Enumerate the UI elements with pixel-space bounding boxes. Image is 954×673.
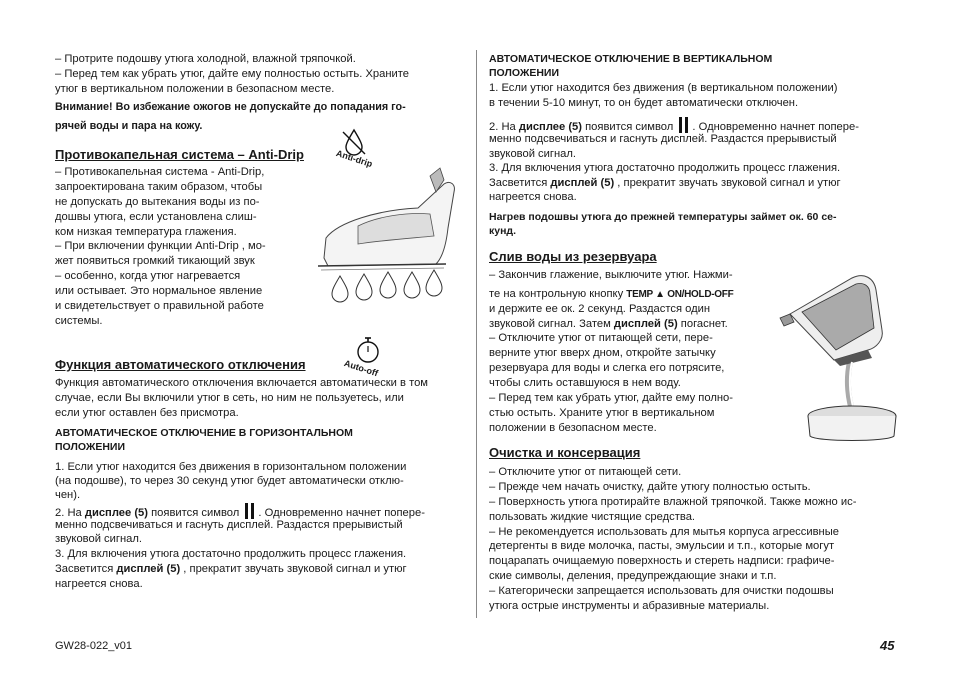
vertical-item-line: звуковой сигнал. — [489, 148, 577, 160]
model-number: GW28-022_v01 — [55, 640, 133, 652]
cleaning-line: утюга острые инструменты и абразивные материалы. — [489, 600, 770, 612]
intro-line: – Протрите подошву утюга холодной, влажной тряпочкой. — [55, 53, 356, 65]
warning-line: Внимание! Во избежание ожогов не допускайте до попадания го- — [55, 101, 406, 113]
cleaning-line: поцарапать очищаемую поверхность и стереть надписи: графиче- — [489, 555, 835, 567]
column-divider — [476, 50, 477, 618]
horizontal-item2-line: 2. На дисплее (5) появится символ . Одновременно начнет попере- — [55, 503, 425, 521]
vertical-item2-line: 2. На дисплее (5) появится символ . Одновременно начнет попере- — [489, 117, 859, 135]
temp-on-hold-off-button-label: TEMP ▲ ON/HOLD-OFF — [626, 289, 734, 300]
intro-line: утюг в вертикальном положении в безопасном месте. — [55, 83, 335, 95]
anti-drip-icon-label: Anti-drip — [334, 148, 374, 170]
vertical-item-line: 1. Если утюг находится без движения (в вертикальном положении) — [489, 82, 838, 94]
page-number: 45 — [880, 638, 895, 653]
horizontal-item3-line: Засветится дисплей (5) , прекратит звучать звуковой сигнал и утюг — [55, 563, 407, 575]
drain-line: и держите ее ок. 2 секунд. Раздастся один — [489, 303, 711, 315]
vertical-note: Нагрев подошвы утюга до прежней температуры займет ок. 60 се- — [489, 211, 837, 223]
drain-line: – Закончив глажение, выключите утюг. Нажми- — [489, 269, 733, 281]
autooff-intro-line: случае, если Вы включили утюг в сеть, но ним не пользуетесь, или — [55, 392, 404, 404]
horizontal-item-line: 1. Если утюг находится без движения в горизонтальном положении — [55, 461, 407, 473]
drain-heading: Слив воды из резервуара — [489, 249, 657, 264]
cleaning-line: ские символы, деления, предупреждающие знаки и т.п. — [489, 570, 777, 582]
cleaning-line: – Прежде чем начать очистку, дайте утюгу полностью остыть. — [489, 481, 811, 493]
drain-line: – Перед тем как убрать утюг, дайте ему полно- — [489, 392, 733, 404]
standby-symbol-icon — [679, 117, 689, 133]
horizontal-item-line: менно подсвечиваться и гаснуть дисплей. Раздастся прерывистый — [55, 519, 403, 531]
antidrip-line: жет появиться громкий тикающий звук — [55, 255, 255, 267]
cleaning-line: – Отключите утюг от питающей сети. — [489, 466, 682, 478]
drain-line: чтобы слить оставшуюся в нем воду. — [489, 377, 681, 389]
vertical-item-line: в течении 5-10 минут, то он будет автоматически отключен. — [489, 97, 799, 109]
horizontal-subheading: АВТОМАТИЧЕСКОЕ ОТКЛЮЧЕНИЕ В ГОРИЗОНТАЛЬНОМ — [55, 427, 353, 439]
autooff-intro-line: Функция автоматического отключения включается автоматически в том — [55, 377, 428, 389]
warning-line: рячей воды и пара на кожу. — [55, 120, 203, 132]
antidrip-line: системы. — [55, 315, 103, 327]
horizontal-subheading: ПОЛОЖЕНИИ — [55, 441, 126, 453]
auto-off-icon-label: Auto-off — [342, 358, 380, 379]
antidrip-line: – особенно, когда утюг нагревается — [55, 270, 241, 282]
antidrip-line: – Противокапельная система - Anti-Drip, — [55, 166, 265, 178]
vertical-item3-line: Засветится дисплей (5) , прекратит звучать звуковой сигнал и утюг — [489, 177, 841, 189]
antidrip-line: или остывает. Это нормальное явление — [55, 285, 263, 297]
antidrip-line: и свидетельствует о правильной работе — [55, 300, 264, 312]
autooff-heading: Функция автоматического отключения — [55, 357, 306, 372]
autooff-intro-line: если утюг оставлен без присмотра. — [55, 407, 239, 419]
drain-line: резервуара для воды и слегка его потрясите, — [489, 362, 725, 374]
horizontal-item-line: 3. Для включения утюга достаточно продолжить процесс глажения. — [55, 548, 407, 560]
drain-line: верните утюг вверх дном, откройте затычку — [489, 347, 716, 359]
drain-line: стью остыть. Храните утюг в вертикальном — [489, 407, 715, 419]
vertical-item-line: менно подсвечиваться и гаснуть дисплей. Раздастся прерывистый — [489, 133, 837, 145]
horizontal-item-line: звуковой сигнал. — [55, 533, 143, 545]
horizontal-item-line: нагреется снова. — [55, 578, 143, 590]
vertical-subheading: АВТОМАТИЧЕСКОЕ ОТКЛЮЧЕНИЕ В ВЕРТИКАЛЬНОМ — [489, 53, 773, 65]
drain-line-display: звуковой сигнал. Затем дисплей (5) погаснет. — [489, 318, 728, 330]
vertical-item-line: 3. Для включения утюга достаточно продолжить процесс глажения. — [489, 162, 841, 174]
vertical-note: кунд. — [489, 225, 517, 237]
intro-line: – Перед тем как убрать утюг, дайте ему полностью остыть. Храните — [55, 68, 410, 80]
antidrip-line: – При включении функции Anti-Drip , мо- — [55, 240, 266, 252]
antidrip-line: дошвы утюга, если установлена слиш- — [55, 211, 257, 223]
iron-draining-illustration — [776, 270, 900, 442]
vertical-subheading: ПОЛОЖЕНИИ — [489, 67, 560, 79]
cleaning-line: – Поверхность утюга протирайте влажной тряпочкой. Также можно ис- — [489, 496, 857, 508]
iron-antidrip-illustration — [318, 166, 468, 322]
antidrip-line: не допускать до вытекания воды из по- — [55, 196, 260, 208]
cleaning-line: – Не рекомендуется использовать для мытья корпуса агрессивные — [489, 526, 839, 538]
cleaning-line: – Категорически запрещается использовать для очистки подошвы — [489, 585, 834, 597]
drain-line-button: те на контрольную кнопку TEMP ▲ ON/HOLD-OFF — [489, 288, 734, 300]
antidrip-heading: Противокапельная система – Anti-Drip — [55, 147, 304, 162]
drain-line: положении в безопасном месте. — [489, 422, 657, 434]
drain-line: – Отключите утюг от питающей сети, пере- — [489, 332, 713, 344]
horizontal-item-line: (на подошве), то через 30 секунд утюг будет автоматически отклю- — [55, 475, 404, 487]
antidrip-line: ком низкая температура глажения. — [55, 226, 237, 238]
cleaning-line: детергенты в виде молочка, пасты, эмульсии и т.п., которые могут — [489, 540, 835, 552]
vertical-item-line: нагреется снова. — [489, 191, 577, 203]
cleaning-heading: Очистка и консервация — [489, 445, 641, 460]
antidrip-line: запроектирована таким образом, чтобы — [55, 181, 263, 193]
horizontal-item-line: чен). — [55, 489, 81, 501]
cleaning-line: пользовать жидкие чистящие средства. — [489, 511, 696, 523]
standby-symbol-icon — [245, 503, 255, 519]
